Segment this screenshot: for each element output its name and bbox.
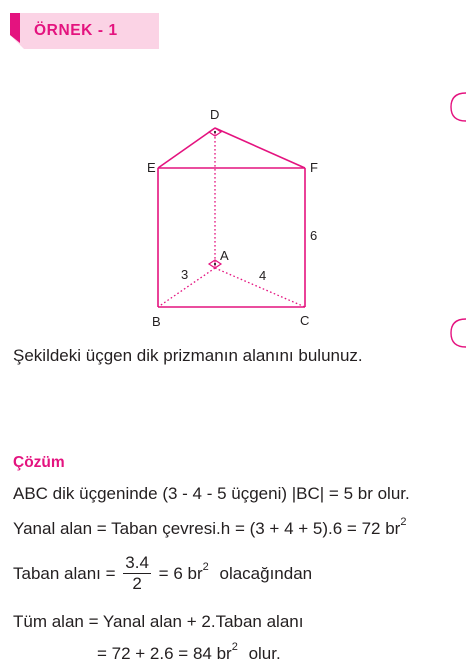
edge-label-ac: 4 <box>259 268 267 283</box>
solution-line-2-exponent: 2 <box>400 516 407 529</box>
solution-line-5-exponent: 2 <box>231 641 238 654</box>
vertex-label-b: B <box>152 314 161 329</box>
vertex-label-f: F <box>310 160 318 175</box>
solution-line-3-suffix: olacağından <box>219 563 313 583</box>
question-text: Şekildeki üçgen dik prizmanın alanını bulunuz. <box>13 346 363 365</box>
edge-label-ab: 3 <box>181 267 189 282</box>
vertex-label-e: E <box>147 160 156 175</box>
badge-label: ÖRNEK - 1 <box>34 22 118 39</box>
solution-line-5-suffix: olur. <box>248 644 281 663</box>
fraction-numerator: 3.4 <box>125 553 149 572</box>
solution-line-5-text: = 72 + 2.6 = 84 br <box>97 644 232 663</box>
fraction <box>123 553 151 594</box>
vertex-label-a: A <box>220 248 229 263</box>
solution-line-3 <box>13 554 312 595</box>
solution-title: Çözüm <box>13 454 65 471</box>
solution-line-5 <box>97 641 281 664</box>
solution-line-1: ABC dik üçgeninde (3 - 4 - 5 üçgeni) |BC| = 5 br olur. <box>13 484 410 503</box>
solution-line-3-exponent: 2 <box>202 561 209 574</box>
edge-df <box>215 128 305 168</box>
solution-line-3-mid: = 6 br <box>158 563 203 583</box>
vertex-label-d: D <box>210 107 220 122</box>
solution-line-4: Tüm alan = Yanal alan + 2.Taban alanı <box>13 612 304 631</box>
solution-line-3-prefix: Taban alanı = <box>13 563 116 583</box>
edge-de <box>158 128 215 168</box>
fraction-denominator: 2 <box>132 574 142 593</box>
vertex-label-c: C <box>300 313 310 328</box>
edge-label-height: 6 <box>310 228 318 243</box>
solution-line-2 <box>13 516 407 539</box>
solution-line-2-text: Yanal alan = Taban çevresi.h = (3 + 4 + 5).6 = 72 br <box>13 519 401 538</box>
